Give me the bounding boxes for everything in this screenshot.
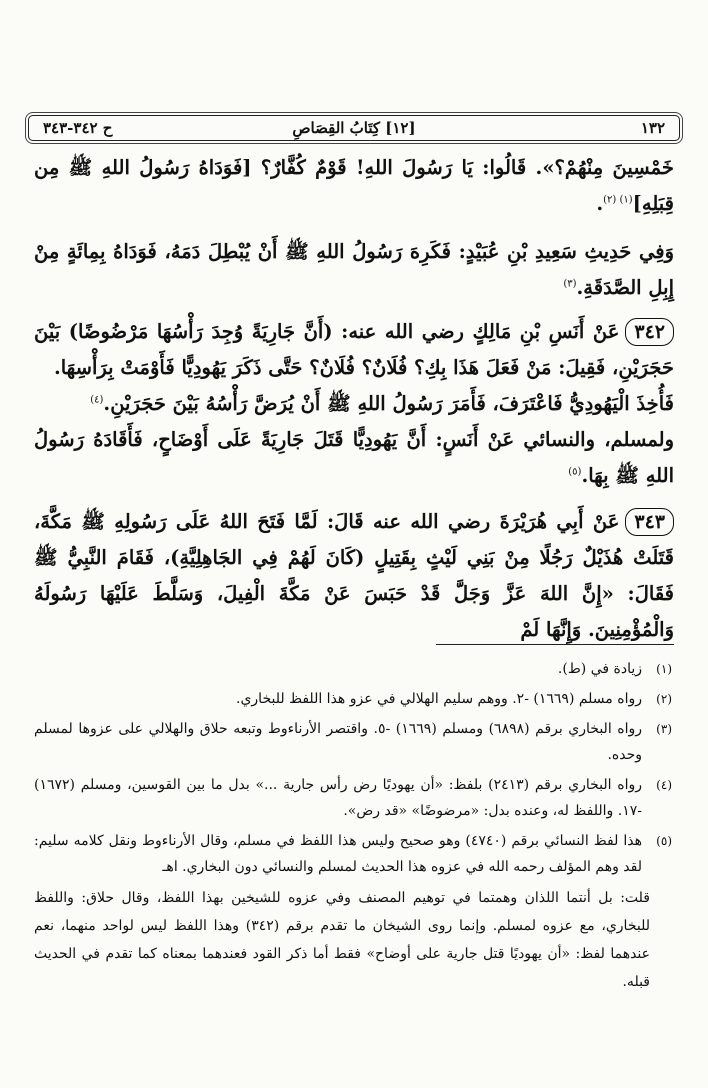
footnote-ref: (٥) — [568, 466, 582, 478]
hadith-342-continuation — [34, 386, 674, 422]
footnote-number: (٤) — [656, 778, 672, 792]
paragraph-continuation — [34, 150, 674, 222]
hadith-narration: عَنْ أَنَسِ بْنِ مَالِكٍ رضي الله عنه: (أَنَّ جَارِيَةً وُجِدَ رَأْسُهَا مَرْضُوضًا) بَيْنَ حَجَرَيْنِ، فَقِيلَ: مَنْ فَعَلَ هَذَا بِكِ؟ فُلَانٌ؟ فُلَانٌ؟ حَتَّى ذَكَرَ يَهُودِيًّا فَأَوْمَتْ بِرَأْسِهَا. — [34, 320, 674, 379]
paragraph-text: خَمْسِينَ مِنْهُمْ؟». قَالُوا: يَا رَسُولَ اللهِ! قَوْمٌ كُفَّارٌ؟ [فَوَدَاهُ رَسُولُ اللهِ ﷺ مِن قِبَلِهِ] — [34, 156, 674, 215]
paragraph-said-hadith — [34, 234, 674, 306]
hadith-range: ح ٣٤٢-٣٤٣ — [43, 119, 113, 137]
hadith-number-badge: ٣٤٣ — [625, 508, 674, 536]
footnote-number: (٣) — [656, 722, 672, 736]
footnote-number: (١) — [656, 662, 672, 676]
chapter-title: [١٢] كِتَابُ القِصَاصِ — [292, 119, 416, 137]
footnote-text: رواه البخاري برقم (٢٤١٣) بلفظ: «أن يهوديًا رض رأس جارية ...» بدل ما بين القوسين، ومسلم (١٦٧٢) -١٧. واللفظ له، وعنده بدل: «مرضوضًا» «قد رض». — [34, 777, 642, 819]
footnote-remark: قلت: بل أنتما اللذان وهمتما في توهيم المصنف وفي عزوه للشيخين بهذا اللفظ، وقال حلاق: واللفظ للبخاري، مع عزوه لمسلم. وإنما روى الشيخان ما تقدم برقم (٣٤٢) وهذا اللفظ ليس لواحد منهما، نعم عندهما لفظ: «أن يهوديًا قتل جارية على أوضاح» فقط أما ذكر القود فعندهما بمعناه كما تقدم في الحديث قبله. — [34, 890, 650, 990]
hadith-text: ولمسلم، والنسائي عَنْ أَنَسٍ: أَنَّ يَهُودِيًّا قَتَلَ جَارِيَةً عَلَى أَوْضَاحٍ، فَأَقَادَهُ رَسُولُ اللهِ ﷺ بِهَا. — [34, 428, 674, 487]
footnote-separator — [436, 644, 674, 645]
hadith-343 — [34, 504, 674, 648]
footnote-number: (٢) — [656, 692, 672, 706]
footnote-text: هذا لفظ النسائي برقم (٤٧٤٠) وهو صحيح وليس هذا اللفظ في مسلم، وقال الأرناءوط ونقل كلامه سليم: لقد وهم المؤلف رحمه الله في عزوه هذا الحديث لمسلم والنسائي دون البخاري. اهـ — [34, 833, 642, 875]
footnote-text: رواه البخاري برقم (٦٨٩٨) ومسلم (١٦٦٩) -٥. واقتصر الأرناءوط وتبعه حلاق والهلالي على عزوها لمسلم وحده. — [34, 721, 643, 763]
footnote — [34, 686, 672, 712]
hadith-narration: عَنْ أَبِي هُرَيْرَةَ رضي الله عنه قَالَ: لَمَّا فَتَحَ اللهُ عَلَى رَسُولِهِ ﷺ مَكَّةَ، قَتَلَتْ هُذَيْلٌ رَجُلًا مِنْ بَنِي لَيْثٍ بِقَتِيلٍ (كَانَ لَهُمْ فِي الجَاهِلِيَّةِ)، فَقَامَ النَّبِيُّ ﷺ فَقَالَ: «إِنَّ اللهَ عَزَّ وَجَلَّ قَدْ حَبَسَ عَنْ مَكَّةَ الْفِيلَ، وَسَلَّطَ عَلَيْهَا رَسُولَهُ وَالْمُؤْمِنِينَ. وَإِنَّهَا لَمْ — [34, 510, 674, 641]
footnote-number: (٥) — [656, 834, 672, 848]
footnote — [34, 656, 672, 682]
hadith-342 — [34, 314, 674, 386]
footnote-ref: (١) (٢) — [603, 194, 633, 206]
footnote-ref: (٣) — [563, 278, 577, 290]
hadith-text: فَأُخِذَ الْيَهُودِيُّ فَاعْتَرَفَ، فَأَمَرَ رَسُولُ اللهِ ﷺ أَنْ يُرَضَّ رَأْسُهُ بَيْنَ حَجَرَيْنِ. — [103, 392, 674, 415]
footnote — [34, 828, 672, 880]
main-text — [34, 150, 674, 648]
hadith-number-badge: ٣٤٢ — [625, 318, 674, 346]
running-header — [28, 115, 680, 141]
paragraph-text: وَفِي حَدِيثِ سَعِيدِ بْنِ عُبَيْدٍ: فَكَرِهَ رَسُولُ اللهِ ﷺ أَنْ يُبْطِلَ دَمَهُ، فَوَدَاهُ بِمِائَةٍ مِنْ إِبِلِ الصَّدَقَةِ. — [34, 240, 674, 299]
footnote — [34, 716, 672, 768]
paragraph-tail: . — [596, 192, 604, 215]
hadith-342-variant — [34, 422, 674, 494]
footnote — [34, 772, 672, 824]
page-number: ١٣٢ — [640, 119, 665, 137]
footnote-ref: (٤) — [90, 394, 104, 406]
footnote-text: زيادة في (ط). — [557, 661, 642, 677]
footnote-text: رواه مسلم (١٦٦٩) -٢. ووهم سليم الهلالي في عزو هذا اللفظ للبخاري. — [236, 691, 642, 707]
footnotes — [34, 656, 672, 996]
